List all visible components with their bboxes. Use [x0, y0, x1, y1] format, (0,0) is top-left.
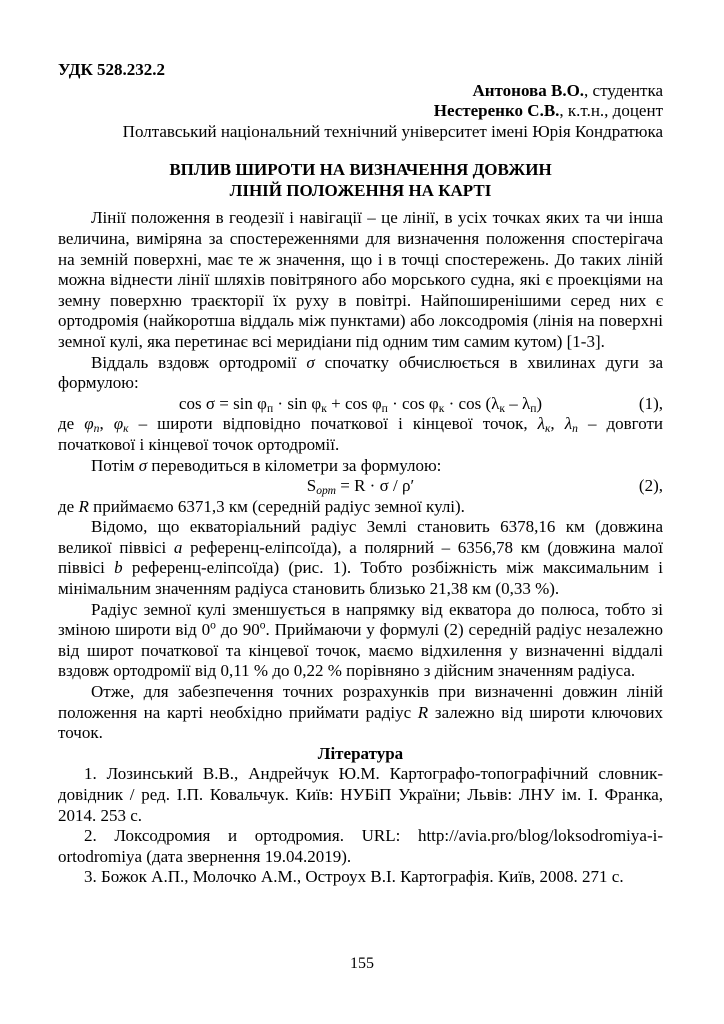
udk-code: УДК 528.232.2	[58, 60, 166, 79]
formula-1-expression: $\cos \sigma = \sin \varphi_п \cdot \sin \varphi_к + \cos \varphi_п \cdot \cos \varphi_к \cdot \cos (\lambda_к - \lambda_п)$	[178, 393, 543, 415]
affiliation: Полтавський національний технічний університет імені Юрія Кондратюка	[122, 121, 663, 141]
author-role-1: , студентка	[584, 80, 663, 100]
body-paragraph-2: Віддаль вздовж ортодромії σ спочатку обчислюється в хвилинах дуги за формулою:	[58, 352, 663, 393]
references-heading: Література	[317, 743, 404, 763]
reference-item-3: 3. Божок А.П., Молочко А.М., Остроух В.І. Картографія. Київ, 2008. 271 с.	[84, 867, 624, 887]
body-paragraph-5: де R приймаємо 6371,3 км (середній радіус земної кулі).	[58, 496, 465, 516]
page-number: 155	[350, 955, 374, 972]
author-line-1	[58, 81, 663, 102]
author-name-2: Нестеренко С.В.	[433, 101, 560, 121]
reference-item-2: 2. Локсодромия и ортодромия. URL: http://avia.pro/blog/loksodromiya-i-ortodromiya (дата звернення 19.04.2019).	[58, 826, 663, 866]
article-title	[58, 159, 663, 201]
body-paragraph-7: Радіус земної кулі зменшується в напрямку від екватора до полюса, тобто зі зміною широти від $0^о$ до $90^о$. Приймаючи у формулі (2) середній радіус незалежно від широт початкової та кінцевої точок, маємо відхилення у визначенні віддалі вздовж ортодромії від 0,11 % до 0,22 % порівняно з дійсним значенням радіуса.	[58, 599, 663, 681]
reference-item-1: 1. Лозинський В.В., Андрейчук Ю.М. Картографо-топографічний словник-довідник / ред. І.П. Ковальчук. Київ: НУБіП України; Львів: ЛНУ ім. І. Франка, 2014. 253 с.	[58, 764, 663, 825]
author-role-2: , к.т.н., доцент	[559, 101, 663, 121]
article-title-line-2: ЛІНІЙ ПОЛОЖЕННЯ НА КАРТІ	[229, 181, 492, 201]
formula-1	[58, 394, 663, 415]
formula-1-number: (1),	[638, 393, 663, 413]
author-line-2	[58, 101, 663, 122]
formula-2-number: (2),	[638, 476, 663, 496]
page-content	[58, 60, 663, 888]
body-paragraph-6: Відомо, що екваторіальний радіус Землі становить 6378,16 км (довжина великої піввісі a референц-еліпсоїда), а полярний – 6356,78 км (довжина малої піввісі b референц-еліпсоїда) (рис. 1). Тобто розбіжність між максимальним і мінімальним значенням радіуса становить близько 21,38 км (0,33 %).	[58, 517, 664, 599]
body-paragraph-8: Отже, для забезпечення точних розрахунків при визначенні довжин ліній положення на карті необхідно приймати радіус R залежно від широти ключових точок.	[58, 682, 663, 743]
body-paragraph-1: Лінії положення в геодезії і навігації – це лінії, в усіх точках яких та чи інша величина, виміряна за спостереженнями для визначення положення спостерігача на земній поверхні, має те ж значення, що і в точці спостережень. До таких ліній можна віднести лінії шляхів повітряного або морського судна, які є проекціями на земну поверхню траєкторії їх руху в повітрі. Найпоширенішими серед них є ортодромія (найкоротша віддаль між пунктами) або локсодромія (лінія на поверхні земної кулі, яка перетинає всі меридіани під одним тим самим кутом) [1-3].	[58, 208, 663, 351]
body-paragraph-3: де $\varphi_п$, $\varphi_к$ – широти відповідно початкової і кінцевої точок, $\lambda_к$, $\lambda_п$ – довготи початкової і кінцевої точок ортодромії.	[58, 414, 664, 454]
article-title-line-1: ВПЛИВ ШИРОТИ НА ВИЗНАЧЕННЯ ДОВЖИН	[169, 160, 552, 180]
body-paragraph-4: Потім σ переводиться в кілометри за формулою:	[91, 455, 442, 475]
formula-2-expression: $S_{орт} = R \cdot \sigma / \rho'$	[306, 476, 415, 497]
formula-2	[58, 476, 663, 497]
author-name-1: Антонова В.О.	[472, 80, 585, 100]
